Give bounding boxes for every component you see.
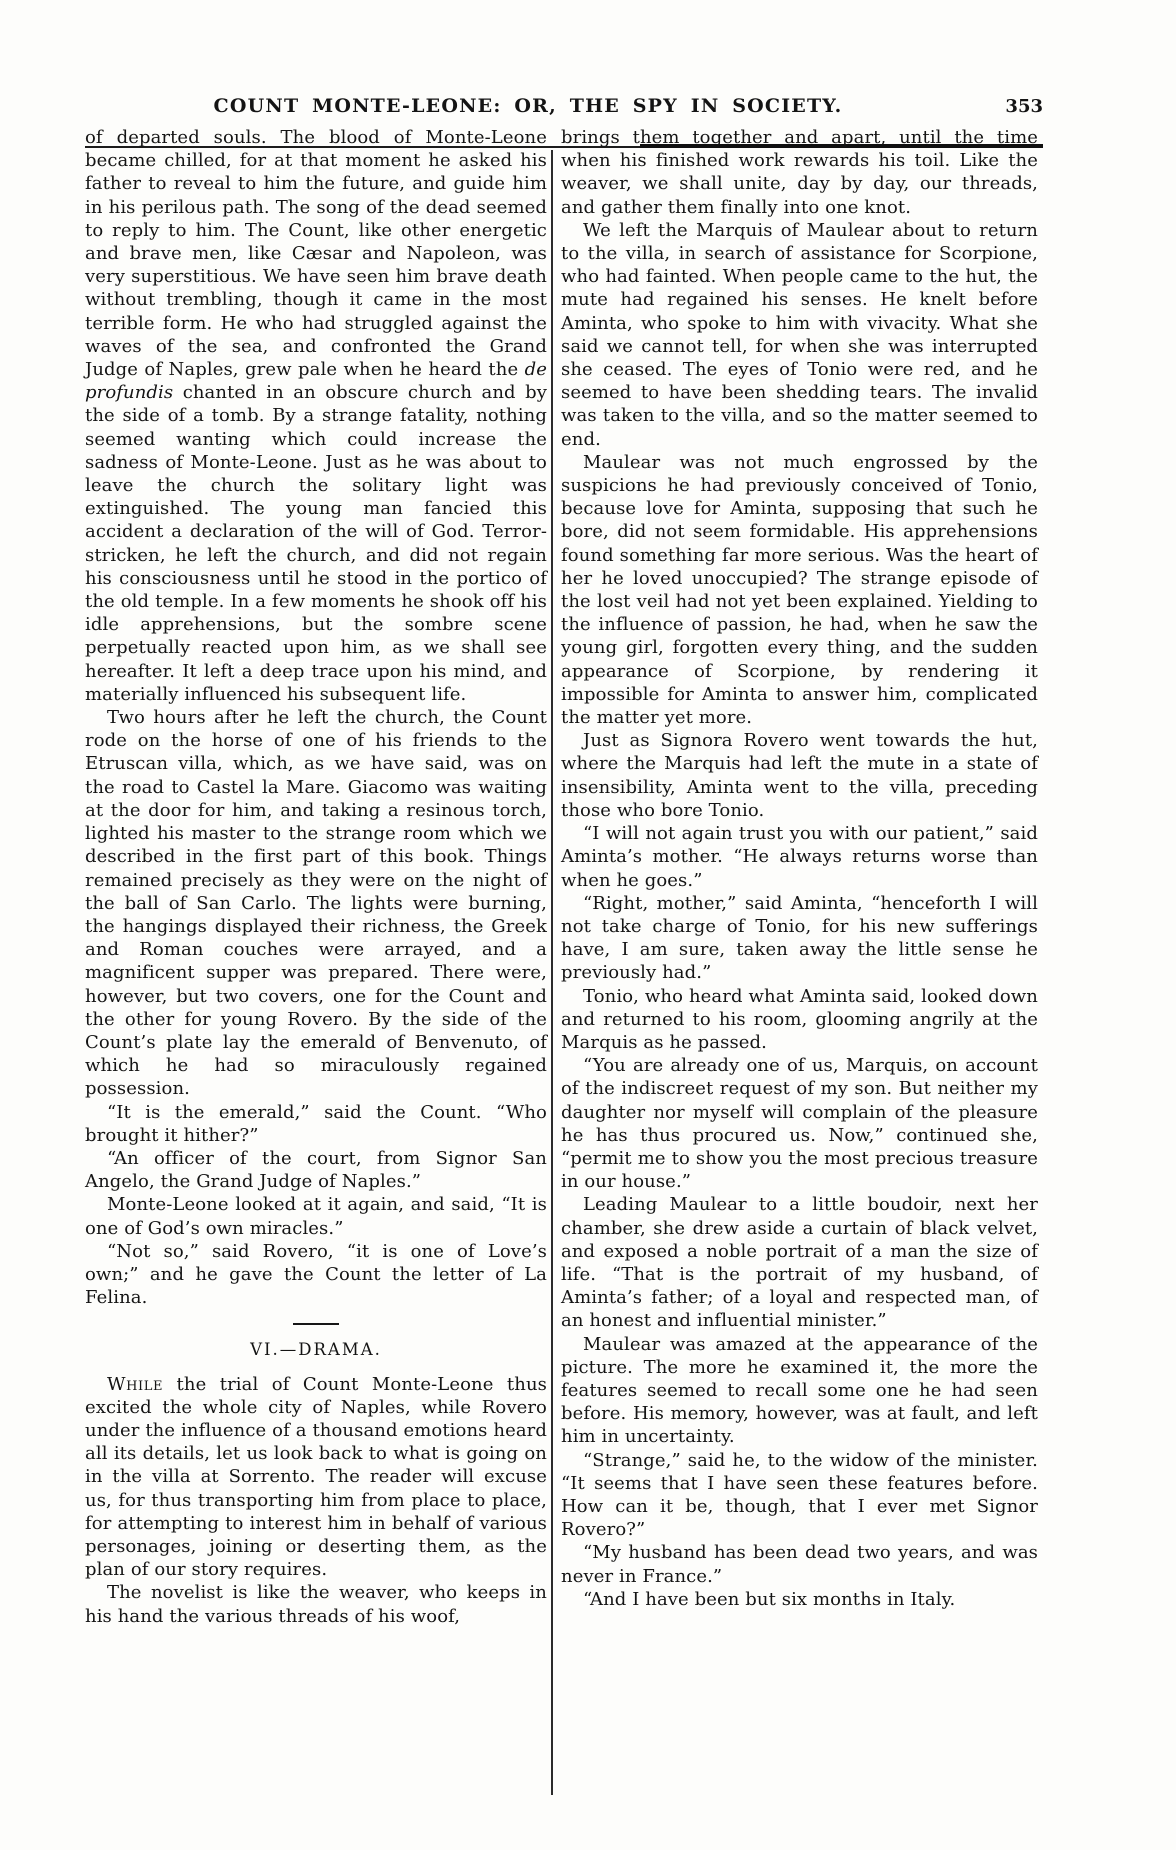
paragraph: “Not so,” said Rovero, “it is one of Love’s own;” and he gave the Count the letter of La Felina.	[85, 1240, 547, 1309]
right-column	[561, 126, 1038, 1611]
paragraph: brings them together and apart, until the time when his finished work rewards his toil. Like the weaver, we shall unite, day by day, our threads, and gather them finally into one knot.	[561, 127, 1038, 218]
paragraph	[85, 1373, 547, 1582]
latin-phrase: de profundis	[85, 359, 547, 404]
page-number: 353	[1005, 96, 1043, 117]
paragraph: “Strange,” said he, to the widow of the minister. “It seems that I have seen these features before. How can it be, though, that I ever met Signor Rovero?”	[561, 1449, 1038, 1541]
paragraph: Leading Maulear to a little boudoir, next her chamber, she drew aside a curtain of black velvet, and exposed a noble portrait of a man the size of life. “That is the portrait of my husband, of Aminta’s father; of a loyal and respected man, of an honest and influential minister.”	[561, 1194, 1038, 1332]
paragraph: Tonio, who heard what Aminta said, looked down and returned to his room, glooming angrily at the Marquis as he passed.	[561, 985, 1038, 1053]
paragraph: Monte-Leone looked at it again, and said, “It is one of God’s own miracles.”	[85, 1194, 547, 1239]
paragraph: Just as Signora Rovero went towards the hut, where the Marquis had left the mute in a state of insensibility, Aminta went to the villa, preceding those who bore Tonio.	[561, 730, 1038, 821]
paragraph: “Right, mother,” said Aminta, “henceforth I will not take charge of Tonio, for his new sufferings have, I am sure, taken away the little sense he previously had.”	[561, 892, 1038, 984]
paragraph-text: of departed souls. The blood of Monte-Leone became chilled, for at that moment he asked his father to reveal to him the future, and guide him in his perilous path. The song of the dead seemed to reply to him. The Count, like other energetic and brave men, like Cæsar and Napoleon, was very superstitious. We have seen him brave death without trembling, though it came in the most terrible form. He who had struggled against the waves of the sea, and confronted the Grand Judge of Naples, grew pale when he heard the	[85, 127, 547, 381]
paragraph-text: the trial of Count Monte-Leone thus excited the whole city of Naples, while Rovero under the influence of a thousand emotions heard all its details, let us look back to what is going on in the villa at Sorrento. The reader will excuse us, for thus transporting him from place to place, for attempting to interest him in behalf of various personages, joining or deserting them, as the plan of our story requires.	[85, 1373, 547, 1581]
running-title: COUNT MONTE-LEONE: OR, THE SPY IN SOCIETY.	[213, 95, 843, 117]
paragraph: “I will not again trust you with our patient,” said Aminta’s mother. “He always returns worse than when he goes.”	[561, 823, 1038, 891]
left-column	[85, 126, 547, 1628]
paragraph: Maulear was amazed at the appearance of the picture. The more he examined it, the more the features seemed to recall some one he had seen before. His memory, however, was at fault, and left him in uncertainty.	[561, 1333, 1038, 1448]
lead-word: While	[107, 1373, 164, 1395]
paragraph: Maulear was not much engrossed by the suspicions he had previously conceived of Tonio, because love for Aminta, supposing that such he bore, did not seem formidable. His apprehensions found something far more serious. Was the heart of her he loved unoccupied? The strange episode of the lost veil had not yet been explained. Yielding to the influence of passion, he had, when he saw the young girl, forgotten every thing, and the sudden appearance of Scorpione, by rendering it impossible for Aminta to answer him, complicated the matter yet more.	[561, 451, 1038, 729]
paragraph: We left the Marquis of Maulear about to return to the villa, in search of assistance for Scorpione, who had fainted. When people came to the hut, the mute had regained his senses. He knelt before Aminta, who spoke to him with vivacity. What she said we cannot tell, for when she was interrupted she ceased. The eyes of Tonio were red, and he seemed to have been shedding tears. The invalid was taken to the villa, and so the matter seemed to end.	[561, 219, 1038, 450]
paragraph: “And I have been but six months in Italy.	[583, 1588, 956, 1610]
paragraph: The novelist is like the weaver, who keeps in his hand the various threads of his woof,	[85, 1582, 547, 1627]
paragraph: Two hours after he left the church, the Count rode on the horse of one of his friends to the Etruscan villa, which, as we have said, was on the road to Castel la Mare. Giacomo was waiting at the door for him, and taking a resinous torch, lighted his master to the strange room which we described in the first part of this book. Things remained precisely as they were on the night of the ball of San Carlo. The lights were burning, the hangings displayed their richness, the Greek and Roman couches were arrayed, and a magnificent supper was prepared. There were, however, but two covers, one for the Count and the other for young Rovero. By the side of the Count’s plate lay the emerald of Benvenuto, of which he had so miraculously regained possession.	[85, 707, 547, 1100]
paragraph: “My husband has been dead two years, and was never in France.”	[561, 1542, 1038, 1587]
paragraph-text: chanted in an obscure church and by the side of a tomb. By a strange fatality, nothing seemed wanting which could increase the sadness of Monte-Leone. Just as he was about to leave the church the solitary light was extinguished. The young man fancied this accident a declaration of the will of God. Terror-stricken, he left the church, and did not regain his consciousness until he stood in the portico of the old temple. In a few moments he shook off his idle apprehensions, but the sombre scene perpetually reacted upon him, as we shall see hereafter. It left a deep trace upon his mind, and materially influenced his subsequent life.	[85, 382, 547, 705]
paragraph: “It is the emerald,” said the Count. “Who brought it hither?”	[85, 1101, 547, 1146]
chapter-heading: VI.—DRAMA.	[250, 1340, 382, 1360]
column-divider-rule	[551, 150, 553, 1795]
paragraph	[85, 126, 547, 706]
paragraph: “You are already one of us, Marquis, on account of the indiscreet request of my son. But neither my daughter nor myself will complain of the pleasure he has thus procured us. Now,” continued she, “permit me to show you the most precious treasure in our house.”	[561, 1055, 1038, 1193]
paragraph: “An officer of the court, from Signor San Angelo, the Grand Judge of Naples.”	[85, 1147, 547, 1193]
section-divider-rule	[293, 1323, 339, 1325]
